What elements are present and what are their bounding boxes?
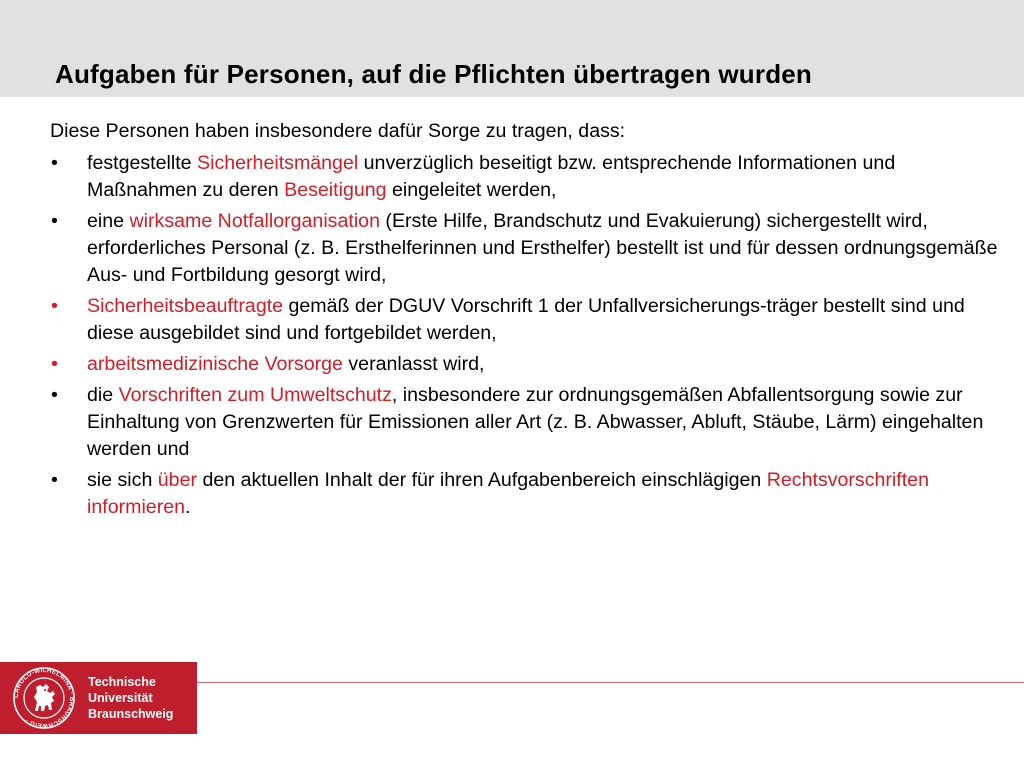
highlight-text: Sicherheitsmängel — [197, 152, 359, 174]
logo-wordmark — [88, 674, 173, 722]
list-item: • sie sich über den aktuellen Inhalt der für ihren Aufgabenbereich einschlägigen Rechtsvorschriften informieren. — [51, 469, 929, 518]
bullet-marker: • — [51, 152, 58, 174]
bullet-marker: • — [51, 469, 58, 491]
bullet-marker: • — [51, 384, 58, 406]
highlight-text: Sicherheitsbeauftragte — [87, 295, 284, 317]
highlight-text: Vorschriften zum Umweltschutz — [118, 384, 392, 406]
svg-text:CAROLO-WILHELMINA · BRAUNSCHWE: CAROLO-WILHELMINA · BRAUNSCHWEIG · — [12, 666, 76, 730]
slide-body — [50, 118, 1000, 525]
bullet-marker: • — [51, 210, 58, 232]
title-bar — [0, 0, 1024, 97]
bullet-marker: • — [51, 353, 58, 375]
list-item: • Sicherheitsbeauftragte gemäß der DGUV Vorschrift 1 der Unfallversicherungs-träger bestellt sind und diese ausgebildet sind und fortgebildet werden, — [51, 295, 965, 344]
highlight-text: Rechtsvorschriften informieren — [87, 469, 929, 518]
university-logo — [0, 662, 197, 734]
bullet-marker: • — [51, 295, 58, 317]
intro-text: Diese Personen haben insbesondere dafür Sorge zu tragen, dass: — [50, 120, 626, 142]
list-item: • eine wirksame Notfallorganisation (Erste Hilfe, Brandschutz und Evakuierung) sichergestellt wird, erforderliches Personal (z. B. Ersthelferinnen und Ersthelfer) bestellt ist und für dessen ordnungsgemäße Aus- und Fortbildung gesorgt wird, — [51, 210, 998, 286]
footer-divider — [197, 682, 1024, 683]
list-item: • festgestellte Sicherheitsmängel unverzüglich beseitigt bzw. entsprechende Informationen und Maßnahmen zu deren Beseitigung eingeleitet werden, — [51, 152, 896, 201]
lion-seal-icon — [12, 666, 76, 730]
logo-line: Technische — [88, 675, 156, 689]
highlight-text: über — [157, 469, 197, 491]
slide-title: Aufgaben für Personen, auf die Pflichten übertragen wurden — [55, 59, 813, 89]
highlight-text: wirksame Notfallorganisation — [129, 210, 380, 232]
logo-line: Braunschweig — [88, 707, 174, 721]
list-item: • die Vorschriften zum Umweltschutz, insbesondere zur ordnungsgemäßen Abfallentsorgung sowie zur Einhaltung von Grenzwerten für Emissionen aller Art (z. B. Abwasser, Abluft, Stäube, Lärm) eingehalten werden und — [51, 384, 984, 460]
bullet-list — [50, 150, 1000, 521]
logo-line: Universität — [88, 691, 153, 705]
list-item: • arbeitsmedizinische Vorsorge veranlasst wird, — [50, 351, 1000, 378]
highlight-text: Beseitigung — [284, 179, 387, 201]
highlight-text: arbeitsmedizinische Vorsorge — [87, 353, 343, 375]
